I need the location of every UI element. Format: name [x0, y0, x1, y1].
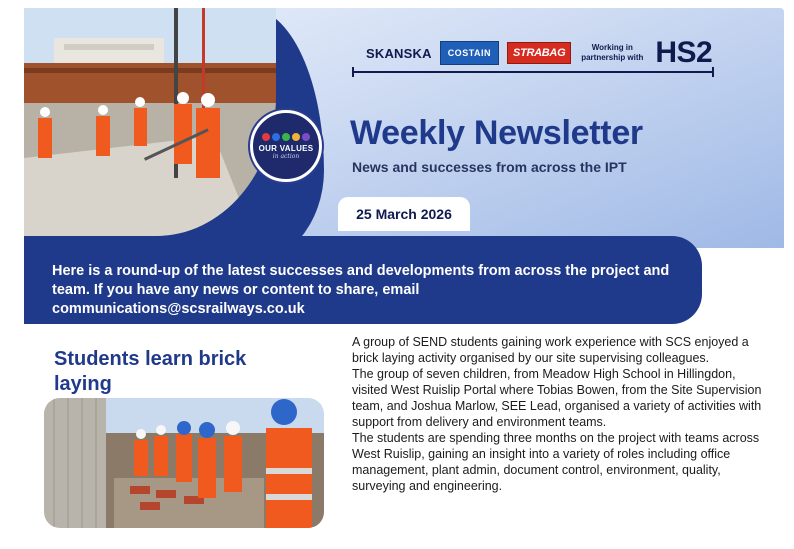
our-values-badge	[250, 110, 322, 182]
article-paragraph: The group of seven children, from Meadow High School in Hillingdon, visited West Ruislip Portal where Tobias Bowen, from the Site Supervision team, and Joshua Marlow, SEE Lead, organised a variety of activities with support from delivery and environment teams.	[352, 367, 762, 429]
newsletter-subtitle: News and successes from across the IPT	[352, 159, 627, 175]
partnership-text: Working in partnership with	[581, 43, 644, 62]
value-dot-icon	[272, 133, 280, 141]
value-dot-icon	[292, 133, 300, 141]
logo-divider	[352, 71, 714, 73]
values-icons	[262, 133, 310, 141]
article-title: Students learn brick laying	[54, 348, 247, 395]
intro-text: Here is a round-up of the latest successes and developments from across the project and team. If you have any news or content to share, email communications@scsrailways.co.uk	[52, 263, 670, 317]
values-title: OUR VALUES	[258, 143, 314, 153]
value-dot-icon	[302, 133, 310, 141]
partner-logos	[366, 38, 712, 68]
value-dot-icon	[282, 133, 290, 141]
hs2-logo: HS2	[655, 36, 713, 69]
intro-band	[40, 236, 702, 324]
article-body	[352, 334, 772, 494]
article-paragraph: The students are spending three months on the project with teams across West Ruislip, gaining an insight into a variety of roles including office management, plant admin, document control, environment, quality, surveying and engineering.	[352, 431, 760, 493]
costain-logo: COSTAIN	[440, 41, 499, 65]
skanska-logo: SKANSKA	[366, 45, 432, 61]
strabag-logo: STRABAG	[507, 42, 571, 64]
newsletter-title: Weekly Newsletter	[350, 114, 643, 152]
values-subtitle: in action	[272, 152, 300, 160]
article-paragraph: A group of SEND students gaining work experience with SCS enjoyed a brick laying activity organised by our site supervising colleagues.	[352, 335, 749, 365]
issue-date: 25 March 2026	[338, 197, 470, 231]
value-dot-icon	[262, 133, 270, 141]
article-photo-brick-laying	[44, 398, 324, 528]
